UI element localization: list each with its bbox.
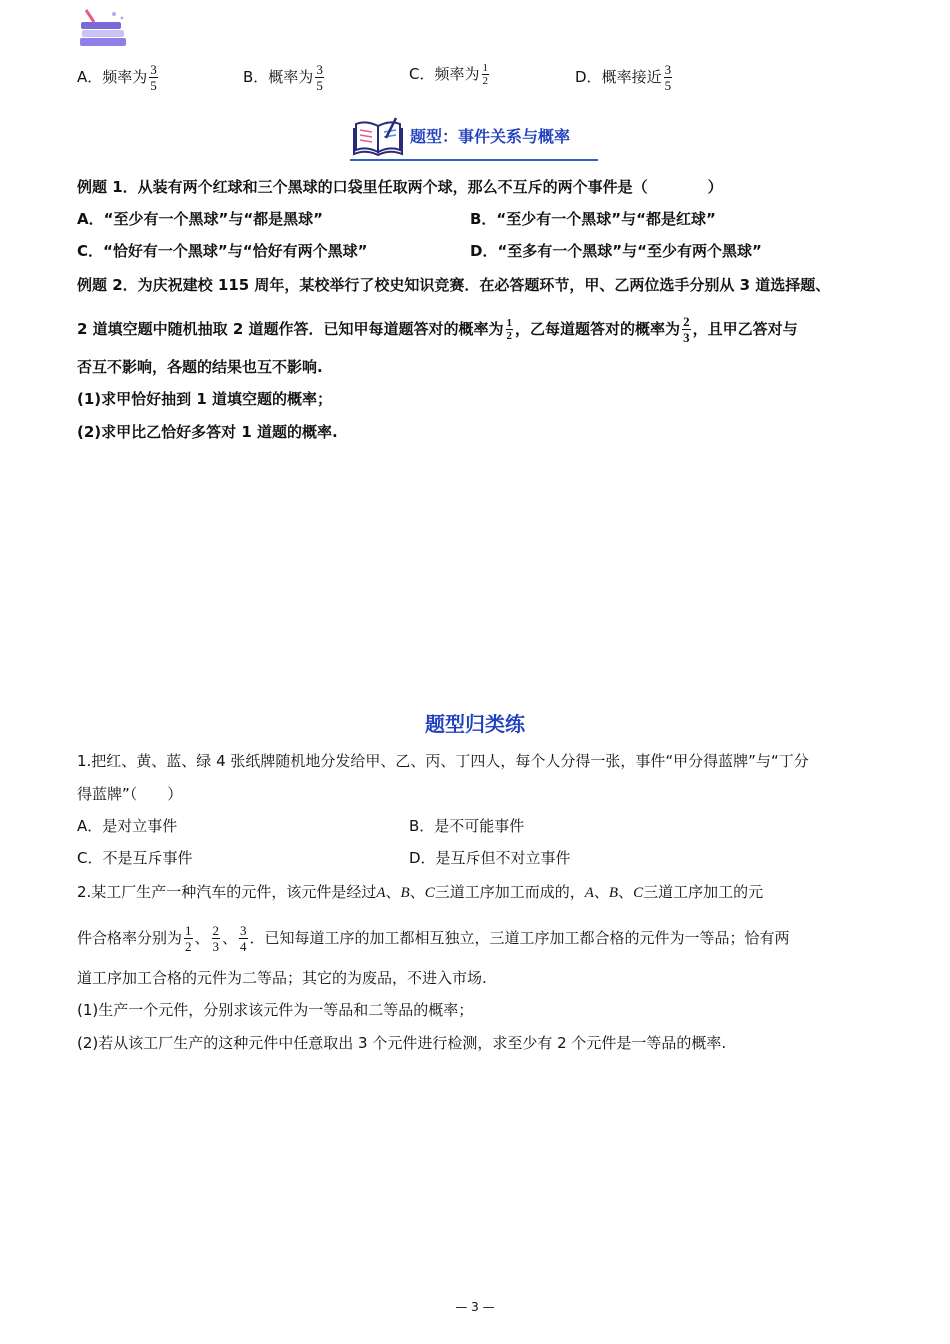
option-c: C．频率为 $\frac{1}{2}$ (409, 62, 488, 87)
example1-option-c: C．“恰好有一个黑球”与“恰好有两个黑球” (77, 242, 368, 260)
option-d: D．概率接近 $\frac{3}{5}$ (575, 62, 672, 93)
problem1-option-c: C．不是互斥事件 (77, 849, 193, 867)
section-heading (350, 114, 598, 161)
option-a: A．频率为 $\frac{3}{5}$ (77, 62, 157, 93)
problem1-line1: 1.把红、黄、蓝、绿 4 张纸牌随机地分发给甲、乙、丙、丁四人，每个人分得一张，事件“甲分得蓝牌”与“丁分 (77, 752, 809, 770)
problem2-line1: 2.某工厂生产一种汽车的元件，该元件是经过A、B、C三道工序加工而成的，A、B、C三道工序加工的元 (77, 883, 764, 901)
option-b: B．概率为 $\frac{3}{5}$ (243, 62, 323, 93)
problem2-line3: 道工序加工合格的元件为二等品；其它的为废品，不进入市场. (77, 969, 487, 987)
problem1-line2: 得蓝牌”（ ） (77, 785, 183, 803)
problem1-option-b: B．是不可能事件 (409, 817, 525, 835)
problem1-option-d: D．是互斥但不对立事件 (409, 849, 571, 867)
example2-q2: (2)求甲比乙恰好多答对 1 道题的概率. (77, 423, 338, 441)
page-number: — 3 — (455, 1300, 495, 1314)
problem1-option-a: A．是对立事件 (77, 817, 178, 835)
books-logo-icon (78, 8, 130, 50)
problem2-q2: (2)若从该工厂生产的这种元件中任意取出 3 个元件进行检测，求至少有 2 个元件是一等品的概率. (77, 1034, 727, 1052)
problem2-line2: 件合格率分别为 $\frac{1}{2}$ 、 $\frac{2}{3}$ 、 $\frac{3}{4}$ ．已知每道工序的加工都相互独立，三道工序加工都合格的元件为一等品；恰有两 (77, 923, 790, 954)
problem2-q1: (1)生产一个元件，分别求该元件为一等品和二等品的概率； (77, 1001, 474, 1019)
example2-line2: 2 道填空题中随机抽取 2 道题作答．已知甲每道题答对的概率为 $\frac{1}{2}$ ，乙每道题答对的概率为 $\frac{2}{3}$ ，且甲乙答对与 (77, 314, 798, 345)
section-title: 题型归类练 (425, 712, 525, 736)
example1-option-d: D．“至多有一个黑球”与“至少有两个黑球” (470, 242, 762, 260)
example1-option-a: A．“至少有一个黑球”与“都是黑球” (77, 210, 324, 228)
example2-line3: 否互不影响，各题的结果也互不影响. (77, 358, 323, 376)
example1-stem: 例题 1．从装有两个红球和三个黑球的口袋里任取两个球，那么不互斥的两个事件是（ ） (77, 178, 723, 196)
heading-underline (350, 159, 598, 161)
open-book-icon (352, 116, 404, 160)
heading-title: 题型：事件关系与概率 (410, 127, 571, 146)
example1-option-b: B．“至少有一个黑球”与“都是红球” (470, 210, 716, 228)
example2-line1: 例题 2．为庆祝建校 115 周年，某校举行了校史知识竞赛．在必答题环节，甲、乙两位选手分别从 3 道选择题、 (77, 276, 831, 294)
example2-q1: (1)求甲恰好抽到 1 道填空题的概率； (77, 390, 333, 408)
